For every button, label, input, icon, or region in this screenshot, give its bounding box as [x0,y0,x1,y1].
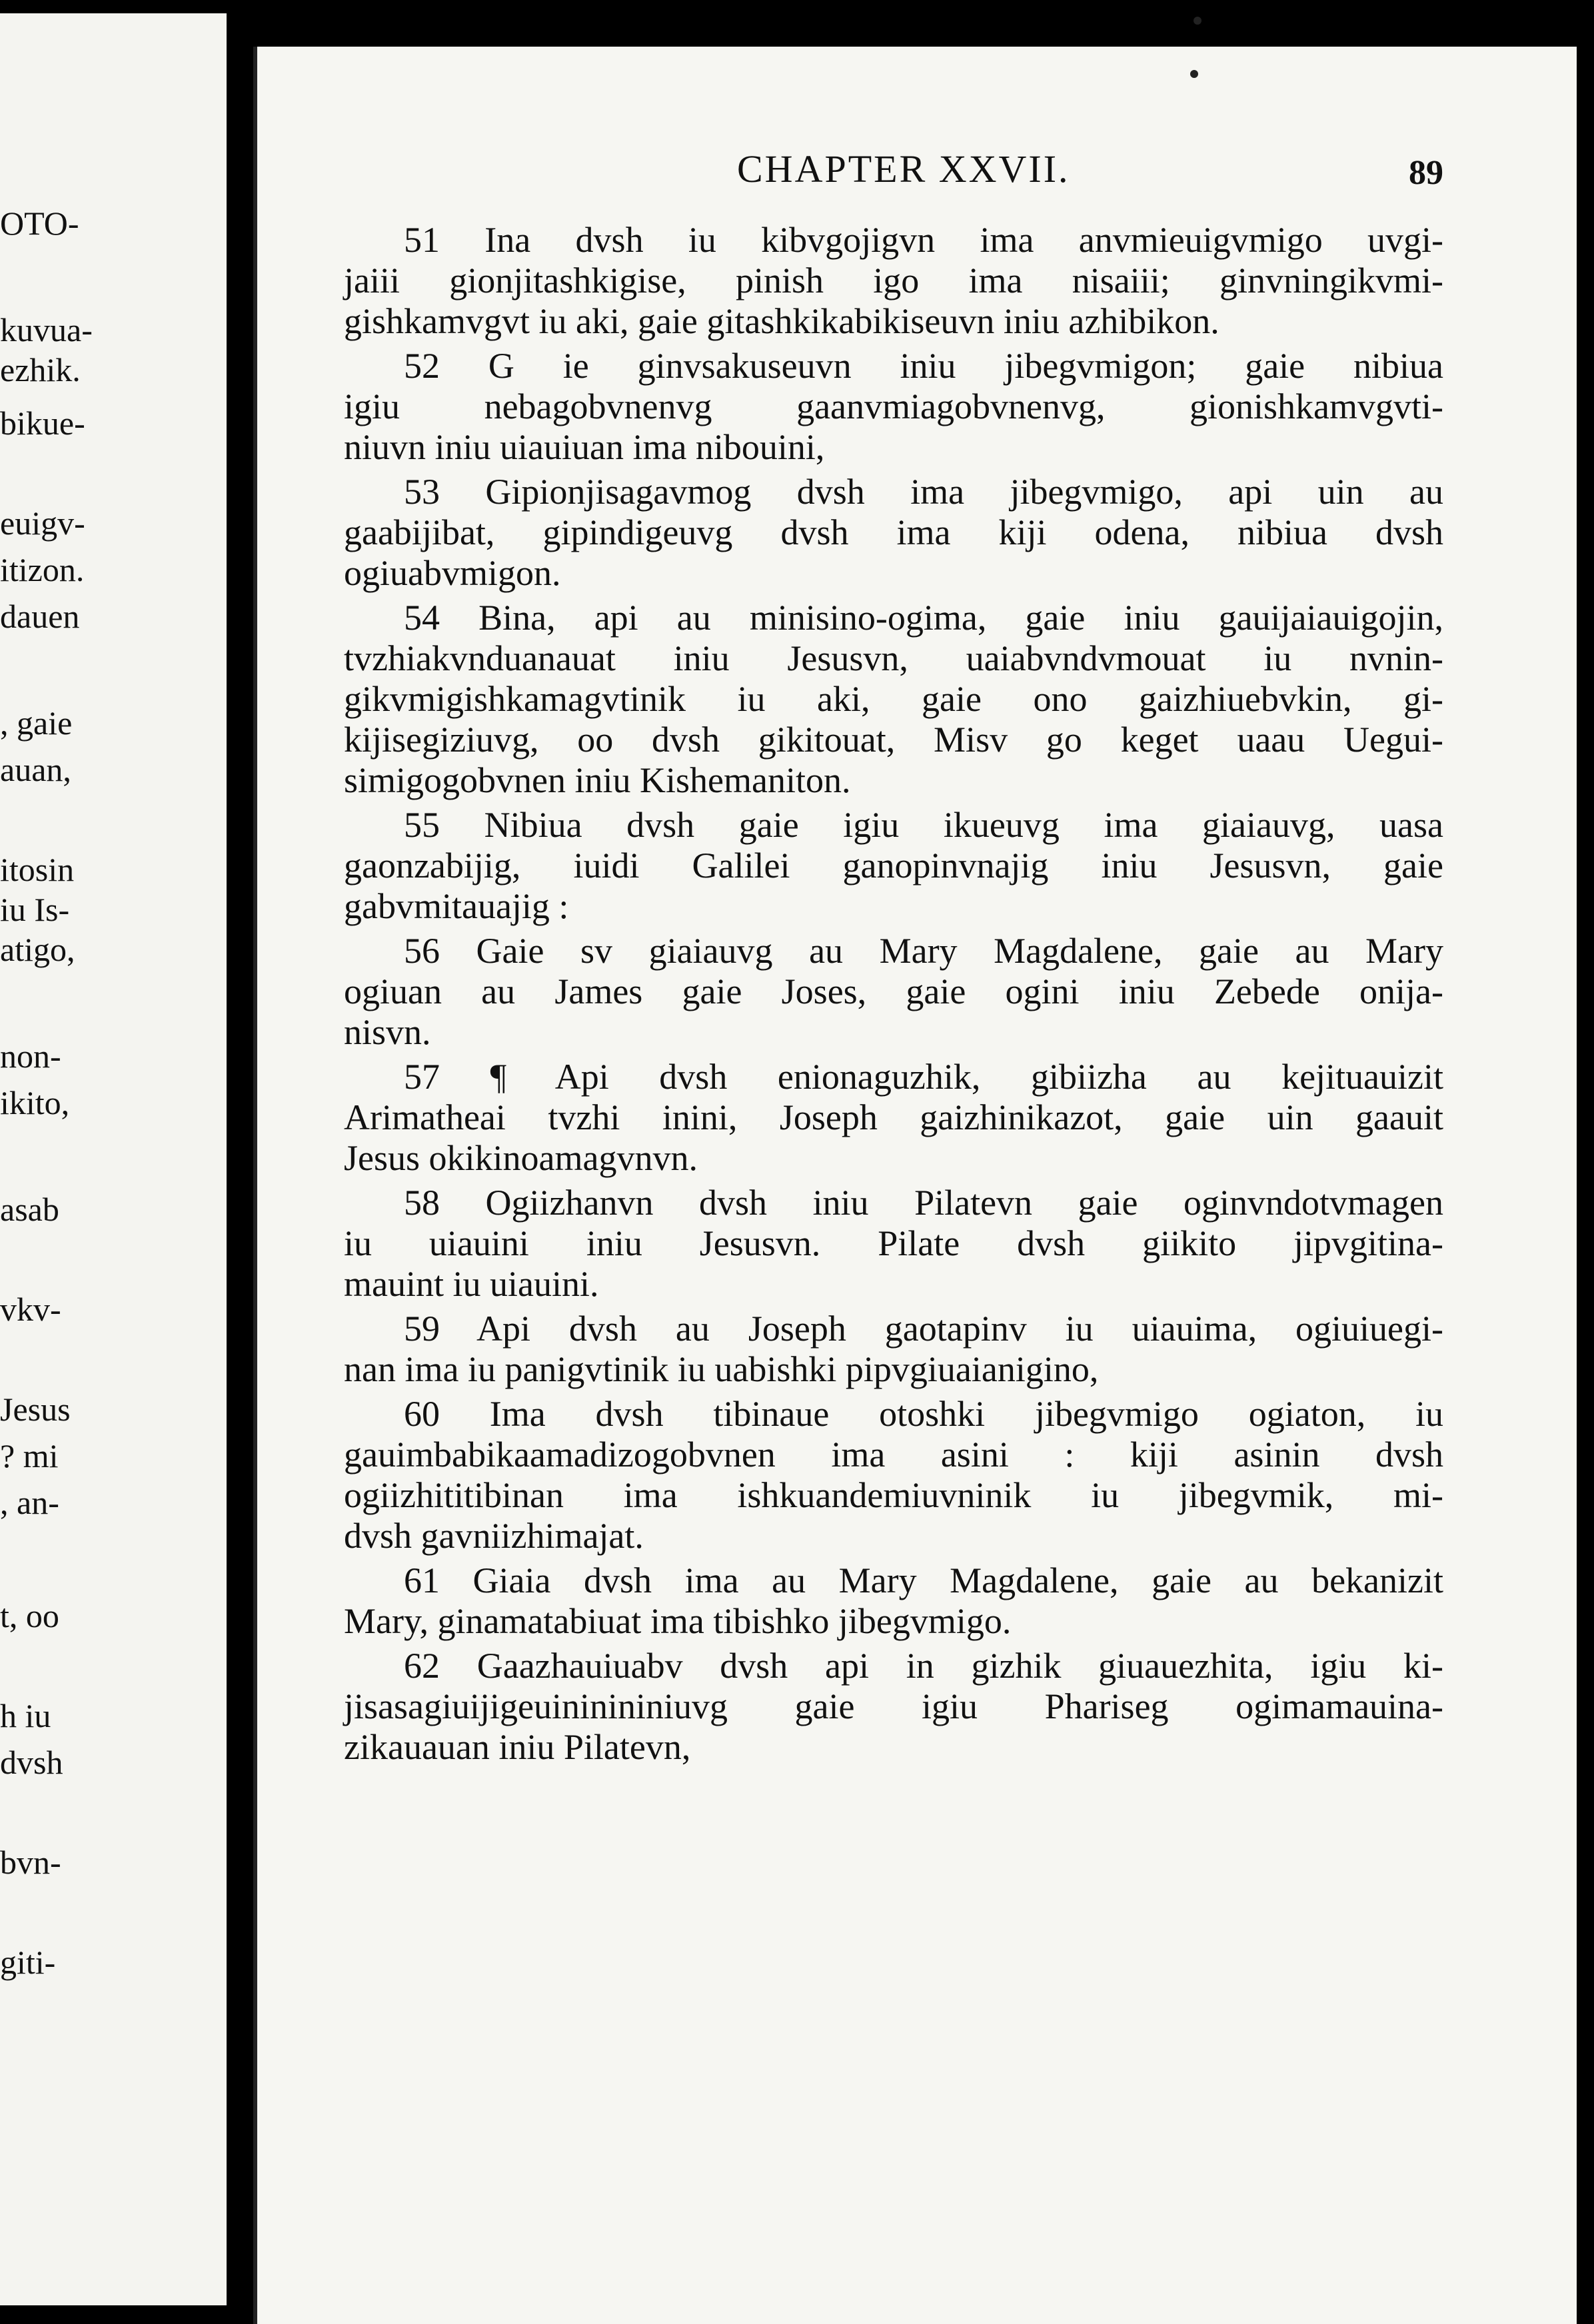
page-gutter [227,0,253,2324]
verse-line: zikauauan iniu Pilatevn, [344,1727,691,1767]
speck-mark [1194,17,1201,25]
verse-paragraph [344,598,1443,801]
verse-paragraph [344,805,1443,927]
margin-text-fragment: non- [0,1037,61,1075]
verse-first-line: 55 Nibiua dvsh gaie igiu ikueuvg ima giaiauvg, uasa [404,805,1443,845]
margin-text-fragment: , an- [0,1484,59,1521]
verse-line: gauimbabikaamadizogobvnen ima asini : kiji asinin dvsh [344,1435,1443,1474]
verse-first-line: 56 Gaie sv giaiauvg au Mary Magdalene, gaie au Mary [404,931,1443,971]
margin-text-fragment: auan, [0,751,71,788]
margin-text-fragment: asab [0,1191,59,1228]
verse-paragraph [344,1394,1443,1556]
margin-text-fragment: dauen [0,598,80,635]
verse-paragraph [344,1646,1443,1768]
verse-first-line: 60 Ima dvsh tibinaue otoshki jibegvmigo ogiaton, iu [404,1394,1443,1434]
margin-text-fragment: itosin [0,851,75,888]
verse-line: Jesus okikinoamagvnvn. [344,1138,698,1178]
verse-line: tvzhiakvnduanauat iniu Jesusvn, uaiabvndvmouat iu nvnin- [344,638,1443,678]
margin-text-fragment: kuvua- [0,311,93,348]
margin-text-fragment: bikue- [0,404,85,442]
verse-line: kijisegiziuvg, oo dvsh gikitouat, Misv go keget uaau Uegui- [344,720,1443,760]
verse-first-line: 61 Giaia dvsh ima au Mary Magdalene, gaie au bekanizit [404,1560,1443,1600]
verse-paragraph [344,931,1443,1053]
page-header [257,147,1577,200]
page-number: 89 [1409,154,1443,192]
margin-text-fragment: ikito, [0,1084,70,1121]
verse-line: ogiuabvmigon. [344,553,561,593]
verse-line: gaonzabijig, iuidi Galilei ganopinvnajig iniu Jesusvn, gaie [344,846,1443,885]
margin-text-fragment: iu Is- [0,891,70,928]
verse-line: nan ima iu panigvtinik iu uabishki pipvgiuaianigino, [344,1349,1099,1389]
verse-line: igiu nebagobvnenvg gaanvmiagobvnenvg, gionishkamvgvti- [344,386,1443,426]
verse-first-line: 54 Bina, api au minisino-ogima, gaie iniu gauijaiauigojin, [404,598,1443,638]
verse-line: ogiuan au James gaie Joses, gaie ogini iniu Zebede onija- [344,971,1443,1011]
margin-text-fragment: Jesus [0,1391,71,1428]
verse-line: mauint iu uiauini. [344,1264,599,1304]
margin-text-fragment: vkv- [0,1291,61,1328]
verse-line: niuvn iniu uiauiuan ima nibouini, [344,427,825,467]
verse-paragraph [344,220,1443,342]
verse-line: gishkamvgvt iu aki, gaie gitashkikabikiseuvn iniu azhibikon. [344,301,1219,341]
verse-line: jaiii gionjitashkigise, pinish igo ima nisaiii; ginvningikvmi- [344,261,1443,300]
verse-line: dvsh gavniizhimajat. [344,1516,644,1556]
margin-text-fragment: itizon. [0,551,85,588]
verse-first-line: 51 Ina dvsh iu kibvgojigvn ima anvmieuigvmigo uvgi- [404,220,1443,260]
margin-text-fragment: bvn- [0,1844,61,1881]
body-text [344,220,1443,1772]
margin-text-fragment: ? mi [0,1437,59,1474]
verse-first-line: 58 Ogiizhanvn dvsh iniu Pilatevn gaie oginvndotvmagen [404,1183,1443,1223]
margin-text-fragment: t, oo [0,1597,59,1634]
margin-text-fragment: OTO- [0,205,79,242]
verse-line: simigogobvnen iniu Kishemaniton. [344,760,851,800]
left-page-fragment [0,13,227,2305]
verse-line: Mary, ginamatabiuat ima tibishko jibegvmigo. [344,1601,1012,1641]
verse-paragraph [344,1309,1443,1390]
verse-first-line: 53 Gipionjisagavmog dvsh ima jibegvmigo, api uin au [404,472,1443,512]
verse-line: ogiizhititibinan ima ishkuandemiuvninik iu jibegvmik, mi- [344,1475,1443,1515]
margin-text-fragment: ezhik. [0,351,81,388]
verse-paragraph [344,1057,1443,1179]
verse-paragraph [344,1183,1443,1305]
margin-text-fragment: euigv- [0,504,85,542]
verse-line: jisasagiuijigeuininininiuvg gaie igiu Phariseg ogimamauina- [344,1686,1443,1726]
verse-paragraph [344,472,1443,594]
chapter-title: CHAPTER XXVII. [737,147,1070,191]
verse-line: nisvn. [344,1012,431,1052]
right-page [253,47,1577,2324]
margin-text-fragment: h iu [0,1697,51,1734]
verse-line: gabvmitauajig : [344,886,569,926]
verse-first-line: 52 G ie ginvsakuseuvn iniu jibegvmigon; gaie nibiua [404,346,1443,386]
margin-text-fragment: atigo, [0,931,75,968]
verse-first-line: 57 ¶ Api dvsh enionaguzhik, gibiizha au kejituauizit [404,1057,1443,1097]
margin-text-fragment: dvsh [0,1744,63,1781]
verse-first-line: 62 Gaazhauiuabv dvsh api in gizhik giuauezhita, igiu ki- [404,1646,1443,1686]
verse-line: iu uiauini iniu Jesusvn. Pilate dvsh giikito jipvgitina- [344,1223,1443,1263]
verse-line: Arimatheai tvzhi inini, Joseph gaizhinikazot, gaie uin gaauit [344,1097,1443,1137]
verse-first-line: 59 Api dvsh au Joseph gaotapinv iu uiauima, ogiuiuegi- [404,1309,1443,1349]
verse-paragraph [344,346,1443,468]
speck-mark [1190,70,1198,78]
margin-text-fragment: giti- [0,1944,56,1981]
verse-line: gikvmigishkamagvtinik iu aki, gaie ono gaizhiuebvkin, gi- [344,679,1443,719]
verse-line: gaabijibat, gipindigeuvg dvsh ima kiji odena, nibiua dvsh [344,512,1443,552]
verse-paragraph [344,1560,1443,1642]
margin-text-fragment: , gaie [0,704,73,742]
